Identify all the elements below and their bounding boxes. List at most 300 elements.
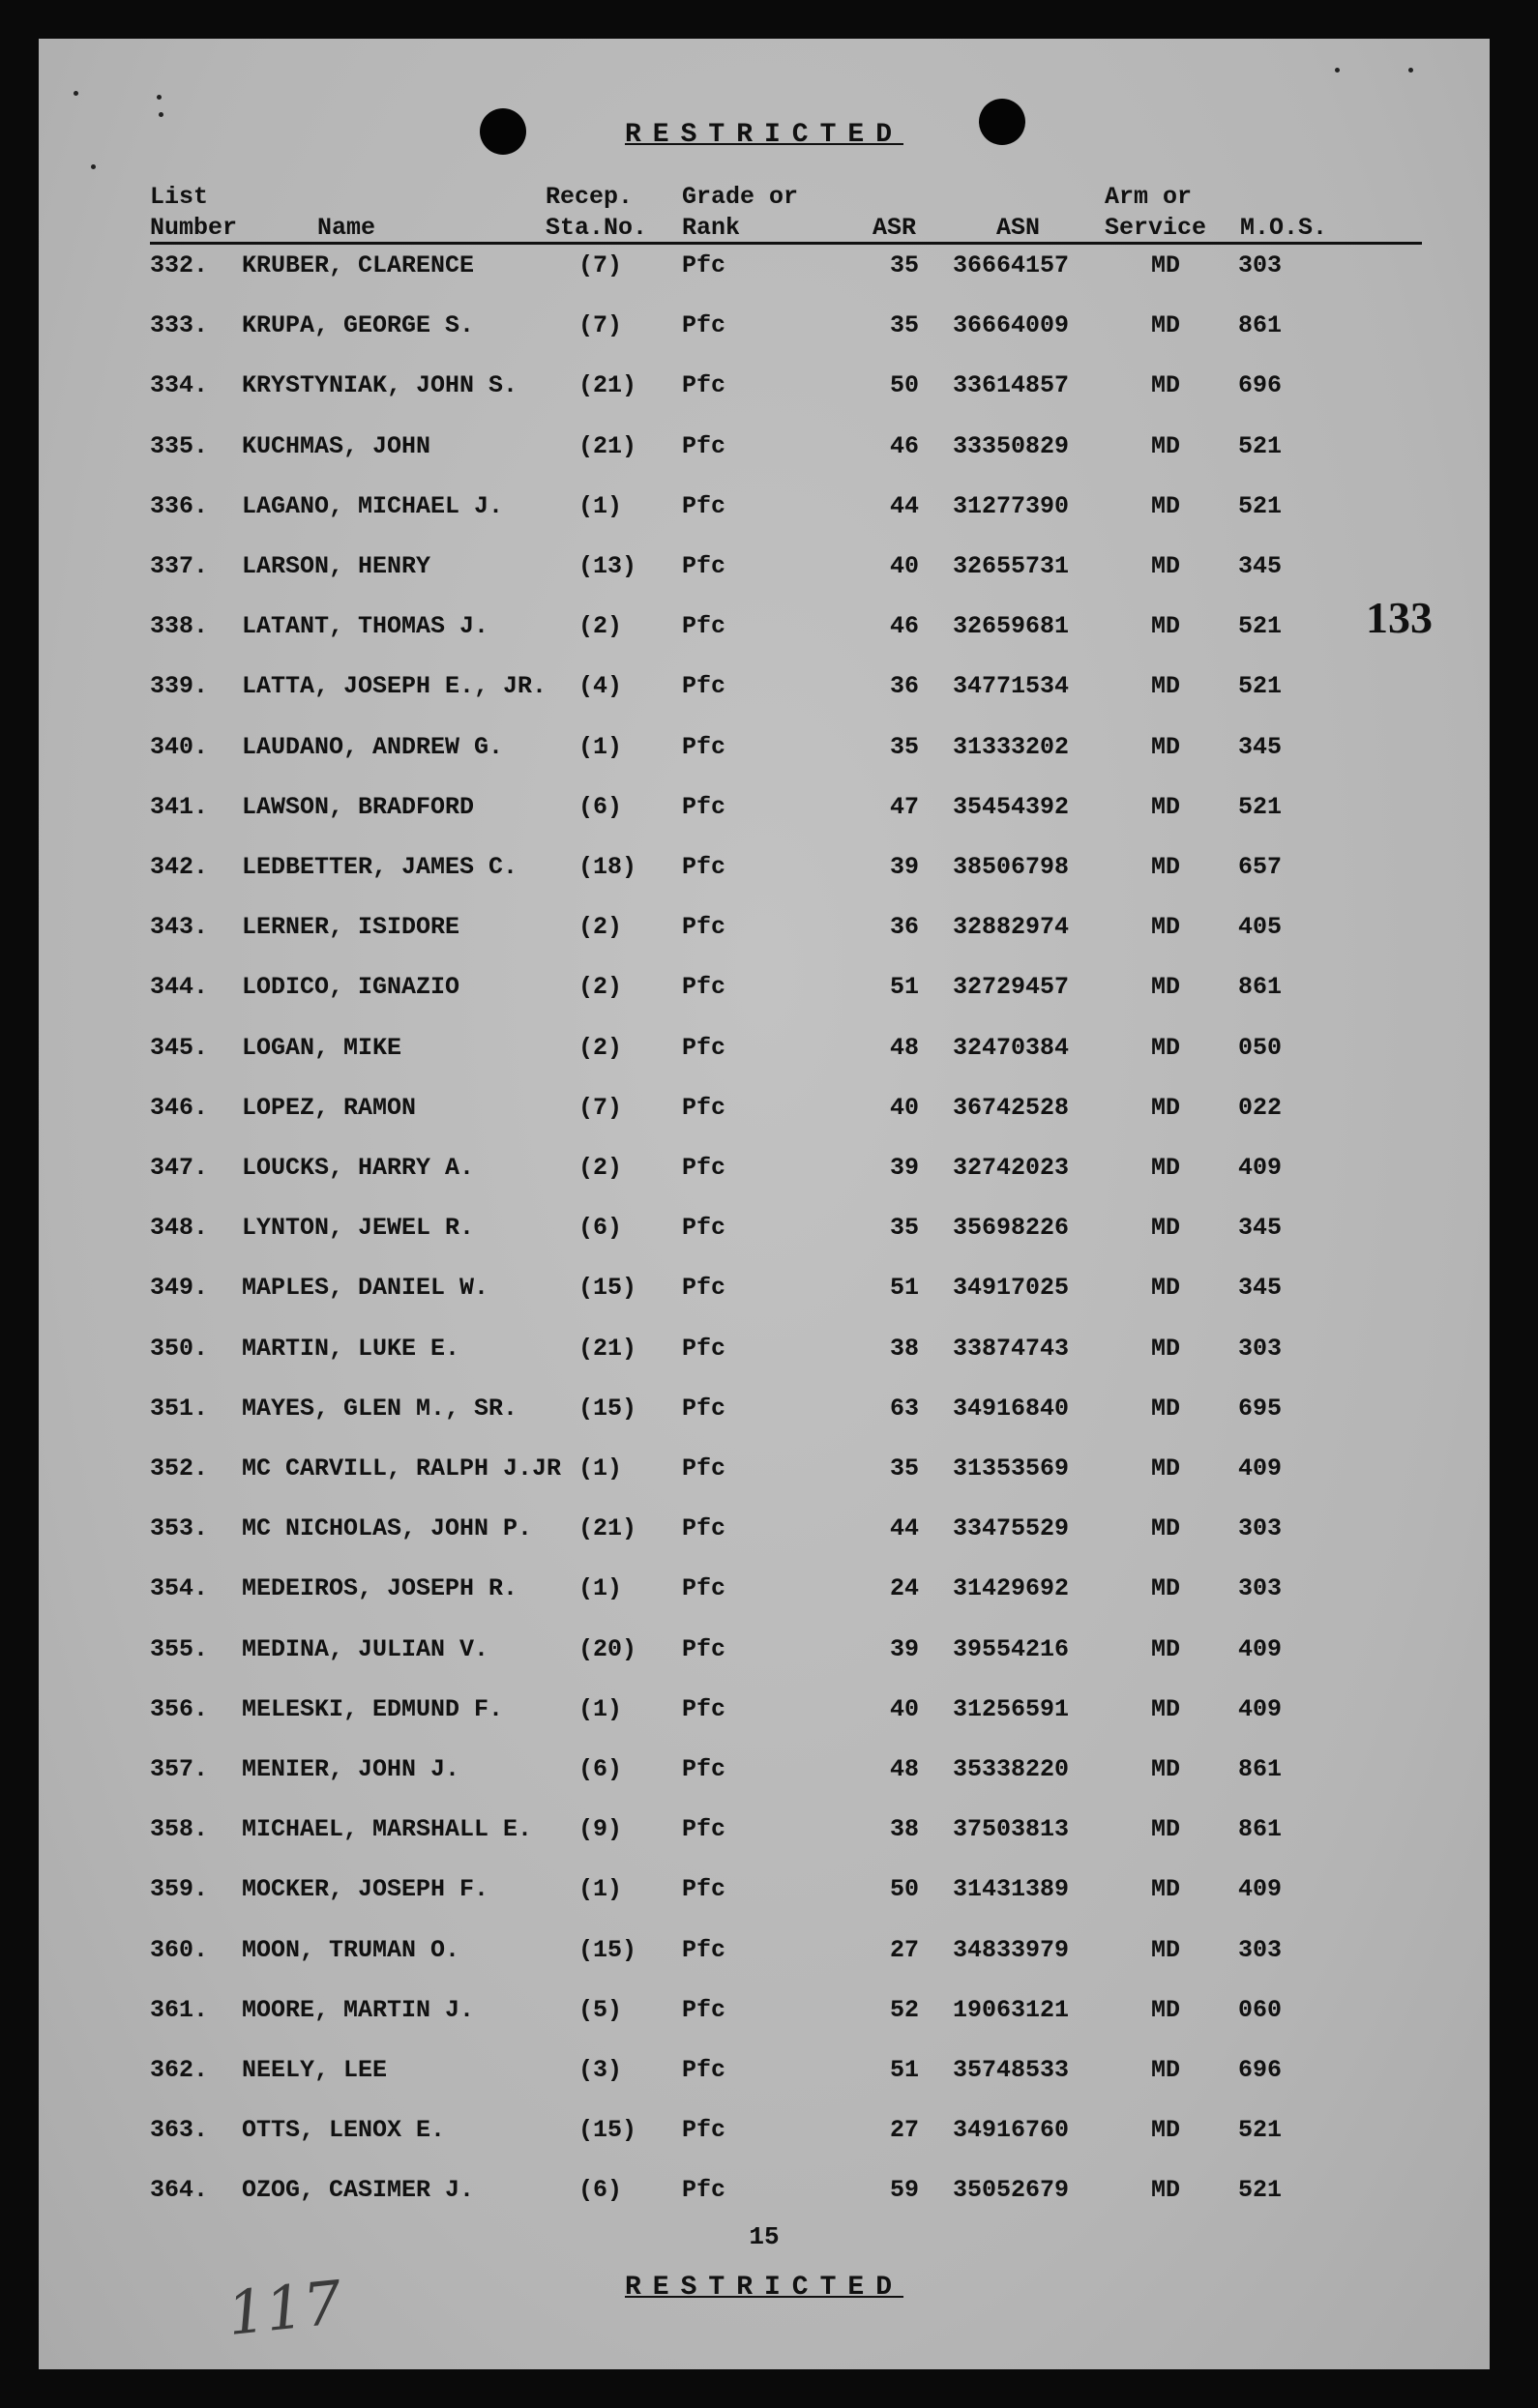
cell-num: 332. xyxy=(150,251,209,279)
table-row xyxy=(39,793,1490,853)
cell-asn: 31333202 xyxy=(953,732,1070,761)
cell-num: 360. xyxy=(150,1935,209,1964)
cell-arm: MD xyxy=(1151,1154,1181,1182)
cell-sta: (6) xyxy=(578,2176,623,2205)
cell-num: 340. xyxy=(150,732,209,761)
cell-asn: 35698226 xyxy=(953,1214,1070,1243)
cell-sta: (6) xyxy=(578,1755,623,1783)
restricted-footer: RESTRICTED xyxy=(624,2273,904,2303)
cell-sta: (2) xyxy=(578,913,623,942)
table-row xyxy=(39,311,1490,371)
cell-sta: (7) xyxy=(578,311,623,340)
cell-num: 352. xyxy=(150,1454,209,1483)
cell-arm: MD xyxy=(1151,1574,1181,1603)
cell-asn: 32742023 xyxy=(953,1154,1070,1182)
cell-asn: 31277390 xyxy=(953,491,1070,520)
cell-grade: Pfc xyxy=(682,2116,726,2145)
cell-name: MEDEIROS, JOSEPH R. xyxy=(242,1574,518,1603)
cell-arm: MD xyxy=(1151,371,1181,400)
cell-arm: MD xyxy=(1151,732,1181,761)
cell-mos: 521 xyxy=(1238,2116,1283,2145)
cell-sta: (21) xyxy=(578,371,637,400)
cell-asn: 31429692 xyxy=(953,1574,1070,1603)
cell-name: NEELY, LEE xyxy=(242,2056,388,2084)
cell-asr: 27 xyxy=(889,1935,919,1964)
cell-grade: Pfc xyxy=(682,1694,726,1723)
cell-mos: 861 xyxy=(1238,1815,1283,1844)
cell-grade: Pfc xyxy=(682,792,726,821)
speck xyxy=(74,91,78,96)
cell-asn: 34917025 xyxy=(953,1274,1070,1303)
cell-asn: 36664009 xyxy=(953,311,1070,340)
cell-asn: 31256591 xyxy=(953,1694,1070,1723)
cell-asr: 46 xyxy=(889,431,919,460)
cell-num: 336. xyxy=(150,491,209,520)
cell-grade: Pfc xyxy=(682,1454,726,1483)
cell-mos: 696 xyxy=(1238,371,1283,400)
cell-arm: MD xyxy=(1151,1995,1181,2024)
cell-mos: 303 xyxy=(1238,251,1283,279)
table-row xyxy=(39,2116,1490,2176)
cell-arm: MD xyxy=(1151,853,1181,881)
cell-asr: 24 xyxy=(889,1574,919,1603)
cell-asn: 32470384 xyxy=(953,1033,1070,1062)
cell-arm: MD xyxy=(1151,1394,1181,1423)
cell-asn: 35748533 xyxy=(953,2056,1070,2084)
cell-mos: 022 xyxy=(1238,1093,1283,1122)
cell-asr: 38 xyxy=(889,1334,919,1363)
cell-sta: (1) xyxy=(578,732,623,761)
cell-arm: MD xyxy=(1151,1694,1181,1723)
cell-asn: 32659681 xyxy=(953,612,1070,641)
cell-name: MC NICHOLAS, JOHN P. xyxy=(242,1514,533,1543)
cell-mos: 521 xyxy=(1238,672,1283,701)
col-header-asr: ASR xyxy=(873,214,917,242)
cell-arm: MD xyxy=(1151,1755,1181,1783)
cell-num: 350. xyxy=(150,1334,209,1363)
cell-asn: 34771534 xyxy=(953,672,1070,701)
cell-mos: 521 xyxy=(1238,792,1283,821)
cell-grade: Pfc xyxy=(682,431,726,460)
cell-name: KUCHMAS, JOHN xyxy=(242,431,431,460)
cell-mos: 521 xyxy=(1238,2176,1283,2205)
cell-name: MENIER, JOHN J. xyxy=(242,1755,460,1783)
cell-asn: 37503813 xyxy=(953,1815,1070,1844)
cell-arm: MD xyxy=(1151,1033,1181,1062)
cell-grade: Pfc xyxy=(682,1514,726,1543)
cell-asr: 51 xyxy=(889,1274,919,1303)
cell-mos: 409 xyxy=(1238,1454,1283,1483)
cell-mos: 409 xyxy=(1238,1154,1283,1182)
cell-asr: 51 xyxy=(889,973,919,1002)
cell-num: 363. xyxy=(150,2116,209,2145)
cell-num: 362. xyxy=(150,2056,209,2084)
cell-asr: 39 xyxy=(889,1154,919,1182)
cell-num: 353. xyxy=(150,1514,209,1543)
cell-grade: Pfc xyxy=(682,2056,726,2084)
cell-arm: MD xyxy=(1151,1214,1181,1243)
table-row xyxy=(39,1335,1490,1395)
cell-mos: 405 xyxy=(1238,913,1283,942)
cell-sta: (20) xyxy=(578,1634,637,1663)
cell-num: 364. xyxy=(150,2176,209,2205)
cell-grade: Pfc xyxy=(682,1574,726,1603)
cell-sta: (2) xyxy=(578,612,623,641)
cell-name: LAUDANO, ANDREW G. xyxy=(242,732,504,761)
cell-arm: MD xyxy=(1151,2176,1181,2205)
cell-num: 338. xyxy=(150,612,209,641)
cell-arm: MD xyxy=(1151,913,1181,942)
col-header-sta: Recep. Sta.No. xyxy=(546,183,648,242)
cell-arm: MD xyxy=(1151,1935,1181,1964)
table-row xyxy=(39,1154,1490,1214)
table-row xyxy=(39,733,1490,793)
cell-sta: (7) xyxy=(578,1093,623,1122)
table-row xyxy=(39,1214,1490,1274)
table-row xyxy=(39,371,1490,431)
cell-grade: Pfc xyxy=(682,732,726,761)
cell-name: LYNTON, JEWEL R. xyxy=(242,1214,475,1243)
cell-name: MICHAEL, MARSHALL E. xyxy=(242,1815,533,1844)
cell-asn: 39554216 xyxy=(953,1634,1070,1663)
cell-mos: 861 xyxy=(1238,973,1283,1002)
cell-mos: 060 xyxy=(1238,1995,1283,2024)
cell-grade: Pfc xyxy=(682,1995,726,2024)
cell-asn: 31431389 xyxy=(953,1875,1070,1904)
col-header-name: Name xyxy=(317,214,376,242)
table-row xyxy=(39,1755,1490,1815)
cell-grade: Pfc xyxy=(682,552,726,580)
cell-asn: 31353569 xyxy=(953,1454,1070,1483)
cell-sta: (9) xyxy=(578,1815,623,1844)
cell-sta: (2) xyxy=(578,1154,623,1182)
cell-name: LOPEZ, RAMON xyxy=(242,1093,417,1122)
cell-num: 339. xyxy=(150,672,209,701)
table-row xyxy=(39,1395,1490,1454)
cell-name: KRUPA, GEORGE S. xyxy=(242,311,475,340)
table-row xyxy=(39,1875,1490,1935)
table-row xyxy=(39,1695,1490,1755)
cell-arm: MD xyxy=(1151,792,1181,821)
cell-name: LODICO, IGNAZIO xyxy=(242,973,460,1002)
cell-arm: MD xyxy=(1151,2116,1181,2145)
cell-grade: Pfc xyxy=(682,1154,726,1182)
cell-grade: Pfc xyxy=(682,1274,726,1303)
cell-asr: 40 xyxy=(889,1694,919,1723)
cell-sta: (15) xyxy=(578,1274,637,1303)
cell-num: 357. xyxy=(150,1755,209,1783)
table-row xyxy=(39,1514,1490,1574)
cell-sta: (2) xyxy=(578,1033,623,1062)
cell-name: MC CARVILL, RALPH J.JR xyxy=(242,1454,562,1483)
speck xyxy=(91,164,96,169)
cell-asn: 36742528 xyxy=(953,1093,1070,1122)
cell-name: KRUBER, CLARENCE xyxy=(242,251,475,279)
cell-num: 346. xyxy=(150,1093,209,1122)
cell-name: LEDBETTER, JAMES C. xyxy=(242,853,518,881)
cell-asn: 32882974 xyxy=(953,913,1070,942)
cell-asn: 38506798 xyxy=(953,853,1070,881)
cell-sta: (15) xyxy=(578,2116,637,2145)
cell-grade: Pfc xyxy=(682,1093,726,1122)
cell-arm: MD xyxy=(1151,552,1181,580)
cell-asr: 47 xyxy=(889,792,919,821)
cell-name: LATANT, THOMAS J. xyxy=(242,612,489,641)
cell-asr: 38 xyxy=(889,1815,919,1844)
cell-num: 335. xyxy=(150,431,209,460)
cell-sta: (15) xyxy=(578,1394,637,1423)
cell-sta: (6) xyxy=(578,1214,623,1243)
cell-asn: 32729457 xyxy=(953,973,1070,1002)
cell-mos: 521 xyxy=(1238,491,1283,520)
cell-mos: 861 xyxy=(1238,311,1283,340)
cell-mos: 861 xyxy=(1238,1755,1283,1783)
cell-grade: Pfc xyxy=(682,1875,726,1904)
cell-name: MOON, TRUMAN O. xyxy=(242,1935,460,1964)
table-row xyxy=(39,1094,1490,1154)
cell-arm: MD xyxy=(1151,311,1181,340)
table-row xyxy=(39,913,1490,973)
cell-name: MAPLES, DANIEL W. xyxy=(242,1274,489,1303)
cell-arm: MD xyxy=(1151,2056,1181,2084)
cell-name: OZOG, CASIMER J. xyxy=(242,2176,475,2205)
cell-num: 334. xyxy=(150,371,209,400)
cell-name: LARSON, HENRY xyxy=(242,552,431,580)
cell-grade: Pfc xyxy=(682,2176,726,2205)
table-row xyxy=(39,1815,1490,1875)
cell-arm: MD xyxy=(1151,1514,1181,1543)
cell-grade: Pfc xyxy=(682,1214,726,1243)
cell-mos: 409 xyxy=(1238,1694,1283,1723)
document-page xyxy=(39,39,1490,2369)
cell-num: 341. xyxy=(150,792,209,821)
cell-arm: MD xyxy=(1151,1815,1181,1844)
cell-mos: 345 xyxy=(1238,1214,1283,1243)
cell-asr: 48 xyxy=(889,1033,919,1062)
cell-num: 345. xyxy=(150,1033,209,1062)
cell-mos: 657 xyxy=(1238,853,1283,881)
table-row xyxy=(39,492,1490,552)
cell-grade: Pfc xyxy=(682,491,726,520)
cell-num: 355. xyxy=(150,1634,209,1663)
cell-grade: Pfc xyxy=(682,913,726,942)
cell-sta: (21) xyxy=(578,1334,637,1363)
restricted-header: RESTRICTED xyxy=(624,120,904,150)
cell-sta: (5) xyxy=(578,1995,623,2024)
cell-grade: Pfc xyxy=(682,251,726,279)
cell-name: KRYSTYNIAK, JOHN S. xyxy=(242,371,518,400)
cell-asr: 63 xyxy=(889,1394,919,1423)
cell-asr: 50 xyxy=(889,371,919,400)
cell-asr: 51 xyxy=(889,2056,919,2084)
cell-asn: 34916840 xyxy=(953,1394,1070,1423)
cell-name: MAYES, GLEN M., SR. xyxy=(242,1394,518,1423)
cell-asr: 52 xyxy=(889,1995,919,2024)
table-row xyxy=(39,2056,1490,2116)
cell-arm: MD xyxy=(1151,431,1181,460)
cell-mos: 696 xyxy=(1238,2056,1283,2084)
cell-asn: 34833979 xyxy=(953,1935,1070,1964)
cell-mos: 345 xyxy=(1238,732,1283,761)
cell-asr: 48 xyxy=(889,1755,919,1783)
cell-grade: Pfc xyxy=(682,1935,726,1964)
cell-sta: (18) xyxy=(578,853,637,881)
col-header-grade: Grade or Rank xyxy=(682,183,799,242)
cell-asr: 35 xyxy=(889,251,919,279)
cell-grade: Pfc xyxy=(682,1033,726,1062)
cell-asr: 46 xyxy=(889,612,919,641)
cell-grade: Pfc xyxy=(682,1634,726,1663)
cell-sta: (1) xyxy=(578,1875,623,1904)
cell-num: 344. xyxy=(150,973,209,1002)
cell-asr: 44 xyxy=(889,1514,919,1543)
cell-asn: 35338220 xyxy=(953,1755,1070,1783)
cell-num: 356. xyxy=(150,1694,209,1723)
table-row xyxy=(39,1936,1490,1996)
cell-num: 337. xyxy=(150,552,209,580)
cell-arm: MD xyxy=(1151,251,1181,279)
table-row xyxy=(39,1034,1490,1094)
col-header-arm: Arm or Service xyxy=(1105,183,1207,242)
cell-num: 333. xyxy=(150,311,209,340)
cell-asr: 40 xyxy=(889,1093,919,1122)
cell-asn: 33874743 xyxy=(953,1334,1070,1363)
cell-grade: Pfc xyxy=(682,1334,726,1363)
cell-name: LERNER, ISIDORE xyxy=(242,913,460,942)
cell-mos: 303 xyxy=(1238,1334,1283,1363)
cell-name: LOGAN, MIKE xyxy=(242,1033,402,1062)
cell-mos: 521 xyxy=(1238,612,1283,641)
cell-asr: 35 xyxy=(889,1214,919,1243)
table-row xyxy=(39,251,1490,311)
cell-grade: Pfc xyxy=(682,371,726,400)
cell-grade: Pfc xyxy=(682,1815,726,1844)
table-row xyxy=(39,853,1490,913)
cell-arm: MD xyxy=(1151,1454,1181,1483)
cell-mos: 409 xyxy=(1238,1634,1283,1663)
cell-num: 347. xyxy=(150,1154,209,1182)
cell-arm: MD xyxy=(1151,1274,1181,1303)
cell-arm: MD xyxy=(1151,1875,1181,1904)
cell-name: LAGANO, MICHAEL J. xyxy=(242,491,504,520)
cell-num: 358. xyxy=(150,1815,209,1844)
cell-arm: MD xyxy=(1151,1334,1181,1363)
cell-sta: (1) xyxy=(578,491,623,520)
cell-mos: 409 xyxy=(1238,1875,1283,1904)
cell-name: LATTA, JOSEPH E., JR. xyxy=(242,672,547,701)
cell-arm: MD xyxy=(1151,1634,1181,1663)
cell-asr: 35 xyxy=(889,1454,919,1483)
col-header-mos: M.O.S. xyxy=(1240,214,1328,242)
cell-num: 351. xyxy=(150,1394,209,1423)
cell-grade: Pfc xyxy=(682,973,726,1002)
col-header-list-number: List Number xyxy=(150,183,238,242)
speck xyxy=(1408,68,1413,73)
cell-asn: 34916760 xyxy=(953,2116,1070,2145)
table-row xyxy=(39,552,1490,612)
cell-mos: 303 xyxy=(1238,1514,1283,1543)
cell-sta: (4) xyxy=(578,672,623,701)
cell-asn: 35454392 xyxy=(953,792,1070,821)
table-row xyxy=(39,1635,1490,1695)
cell-num: 342. xyxy=(150,853,209,881)
cell-arm: MD xyxy=(1151,612,1181,641)
speck xyxy=(157,95,162,100)
cell-num: 343. xyxy=(150,913,209,942)
cell-asr: 36 xyxy=(889,913,919,942)
cell-grade: Pfc xyxy=(682,1394,726,1423)
cell-num: 349. xyxy=(150,1274,209,1303)
cell-asr: 27 xyxy=(889,2116,919,2145)
cell-asr: 39 xyxy=(889,1634,919,1663)
table-row xyxy=(39,672,1490,732)
cell-name: MOCKER, JOSEPH F. xyxy=(242,1875,489,1904)
cell-asr: 44 xyxy=(889,491,919,520)
cell-asn: 33475529 xyxy=(953,1514,1070,1543)
cell-num: 361. xyxy=(150,1995,209,2024)
cell-name: MARTIN, LUKE E. xyxy=(242,1334,460,1363)
cell-asn: 36664157 xyxy=(953,251,1070,279)
cell-sta: (2) xyxy=(578,973,623,1002)
table-row xyxy=(39,1574,1490,1634)
cell-mos: 303 xyxy=(1238,1935,1283,1964)
cell-grade: Pfc xyxy=(682,612,726,641)
cell-mos: 345 xyxy=(1238,1274,1283,1303)
cell-name: MELESKI, EDMUND F. xyxy=(242,1694,504,1723)
col-header-asn: ASN xyxy=(996,214,1041,242)
cell-asr: 50 xyxy=(889,1875,919,1904)
cell-num: 354. xyxy=(150,1574,209,1603)
cell-asr: 35 xyxy=(889,732,919,761)
cell-name: MEDINA, JULIAN V. xyxy=(242,1634,489,1663)
cell-arm: MD xyxy=(1151,973,1181,1002)
cell-grade: Pfc xyxy=(682,311,726,340)
cell-name: OTTS, LENOX E. xyxy=(242,2116,446,2145)
cell-arm: MD xyxy=(1151,491,1181,520)
speck xyxy=(159,112,163,117)
cell-name: LAWSON, BRADFORD xyxy=(242,792,475,821)
cell-sta: (1) xyxy=(578,1574,623,1603)
cell-mos: 521 xyxy=(1238,431,1283,460)
speck xyxy=(1335,68,1340,73)
cell-grade: Pfc xyxy=(682,672,726,701)
table-row xyxy=(39,1996,1490,2056)
cell-name: LOUCKS, HARRY A. xyxy=(242,1154,475,1182)
cell-arm: MD xyxy=(1151,672,1181,701)
cell-name: MOORE, MARTIN J. xyxy=(242,1995,475,2024)
table-row xyxy=(39,1274,1490,1334)
cell-sta: (6) xyxy=(578,792,623,821)
side-page-number: 133 xyxy=(1366,593,1433,642)
cell-sta: (1) xyxy=(578,1454,623,1483)
cell-arm: MD xyxy=(1151,1093,1181,1122)
cell-mos: 303 xyxy=(1238,1574,1283,1603)
cell-sta: (21) xyxy=(578,1514,637,1543)
table-row xyxy=(39,432,1490,492)
table-row xyxy=(39,973,1490,1033)
cell-num: 359. xyxy=(150,1875,209,1904)
cell-asr: 36 xyxy=(889,672,919,701)
cell-sta: (3) xyxy=(578,2056,623,2084)
handwritten-note: 117 xyxy=(223,2267,345,2349)
page-number: 15 xyxy=(749,2222,780,2251)
table-row xyxy=(39,612,1490,672)
cell-asn: 35052679 xyxy=(953,2176,1070,2205)
cell-sta: (21) xyxy=(578,431,637,460)
cell-asr: 35 xyxy=(889,311,919,340)
cell-asr: 59 xyxy=(889,2176,919,2205)
cell-mos: 050 xyxy=(1238,1033,1283,1062)
